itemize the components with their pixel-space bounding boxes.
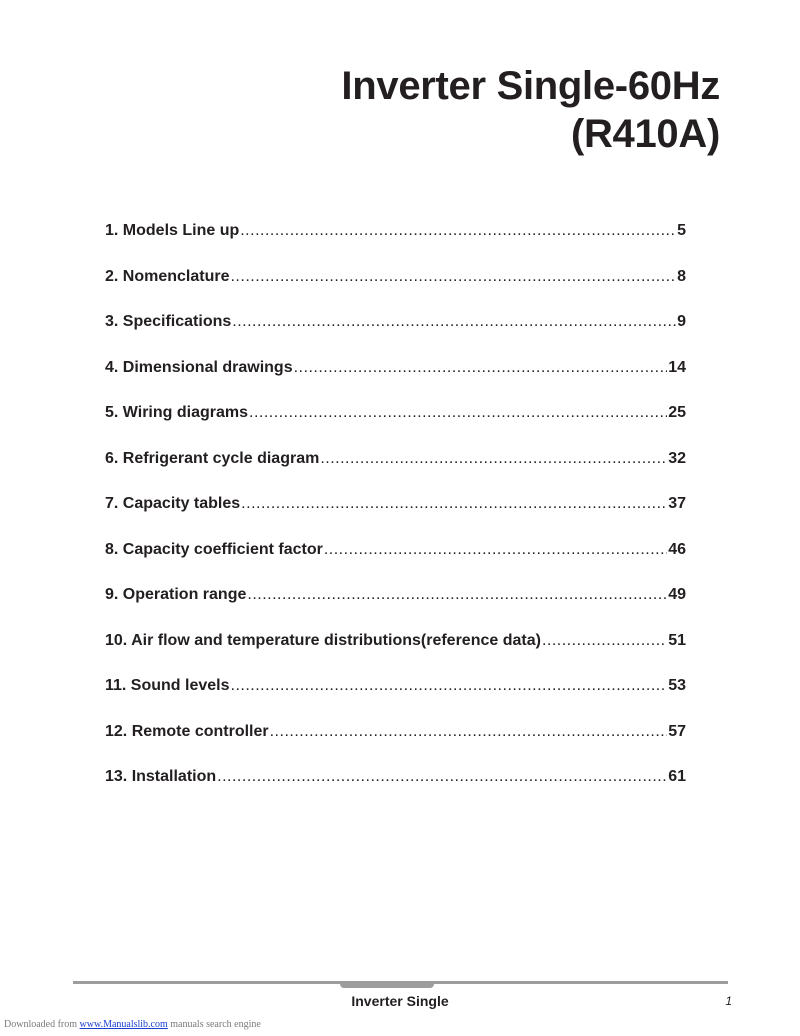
toc-entry-label: 9. Operation range bbox=[105, 586, 247, 603]
download-note bbox=[4, 1019, 261, 1030]
toc-entry-nomenclature[interactable] bbox=[105, 268, 686, 314]
toc-entry-remote-controller[interactable] bbox=[105, 723, 686, 769]
toc-entry-sound-levels[interactable] bbox=[105, 677, 686, 723]
toc-entry-label: 1. Models Line up bbox=[105, 222, 240, 239]
toc-entry-label: 3. Specifications bbox=[105, 313, 232, 330]
title-line-1: Inverter Single-60Hz bbox=[341, 64, 720, 108]
toc-dot-leader bbox=[232, 313, 676, 331]
toc-dot-leader bbox=[542, 632, 667, 650]
toc-entry-page: 53 bbox=[668, 677, 686, 694]
toc-entry-capacity-tables[interactable] bbox=[105, 495, 686, 541]
toc-entry-page: 49 bbox=[668, 586, 686, 603]
toc-dot-leader bbox=[241, 495, 667, 513]
toc-dot-leader bbox=[230, 268, 676, 286]
toc-dot-leader bbox=[247, 586, 667, 604]
toc-entry-specifications[interactable] bbox=[105, 313, 686, 359]
toc-entry-label: 10. Air flow and temperature distributions(reference data) bbox=[105, 631, 541, 649]
toc-entry-page: 5 bbox=[677, 222, 686, 239]
toc-dot-leader bbox=[231, 677, 668, 695]
toc-entry-label: 2. Nomenclature bbox=[105, 267, 230, 285]
toc-entry-air-flow[interactable] bbox=[105, 632, 686, 678]
toc-dot-leader bbox=[217, 768, 667, 786]
toc-dot-leader bbox=[324, 541, 667, 559]
toc-dot-leader bbox=[320, 450, 667, 468]
toc-entry-label: 7. Capacity tables bbox=[105, 495, 241, 512]
toc-entry-page: 8 bbox=[677, 267, 686, 285]
toc-entry-capacity-coefficient-factor[interactable] bbox=[105, 541, 686, 587]
title-line-2: (R410A) bbox=[570, 112, 720, 156]
toc-entry-page: 32 bbox=[668, 449, 686, 467]
toc-entry-page: 61 bbox=[668, 768, 686, 785]
document-title bbox=[341, 62, 720, 158]
page-number: 1 bbox=[725, 994, 732, 1008]
table-of-contents bbox=[105, 222, 686, 814]
toc-entry-page: 51 bbox=[668, 631, 686, 649]
toc-entry-label: 5. Wiring diagrams bbox=[105, 404, 248, 421]
toc-entry-page: 37 bbox=[668, 495, 686, 512]
toc-entry-label: 6. Refrigerant cycle diagram bbox=[105, 449, 320, 467]
toc-entry-label: 8. Capacity coefficient factor bbox=[105, 540, 323, 558]
toc-entry-models-line-up[interactable] bbox=[105, 222, 686, 268]
toc-entry-page: 25 bbox=[668, 404, 686, 421]
footer-divider-tab bbox=[340, 984, 434, 988]
toc-entry-label: 4. Dimensional drawings bbox=[105, 358, 293, 376]
manualslib-link[interactable]: www.Manualslib.com bbox=[79, 1019, 168, 1030]
toc-dot-leader bbox=[270, 723, 668, 741]
toc-entry-page: 46 bbox=[668, 540, 686, 558]
toc-entry-installation[interactable] bbox=[105, 768, 686, 814]
download-note-prefix: Downloaded from bbox=[4, 1019, 80, 1030]
toc-entry-refrigerant-cycle-diagram[interactable] bbox=[105, 450, 686, 496]
toc-entry-page: 14 bbox=[668, 358, 686, 376]
toc-entry-operation-range[interactable] bbox=[105, 586, 686, 632]
toc-entry-label: 11. Sound levels bbox=[105, 677, 230, 694]
toc-entry-label: 12. Remote controller bbox=[105, 722, 269, 740]
toc-dot-leader bbox=[249, 404, 667, 422]
toc-entry-label: 13. Installation bbox=[105, 768, 217, 785]
toc-dot-leader bbox=[240, 222, 676, 240]
toc-entry-dimensional-drawings[interactable] bbox=[105, 359, 686, 405]
footer-title: Inverter Single bbox=[351, 993, 449, 1009]
toc-entry-page: 57 bbox=[668, 722, 686, 740]
download-note-suffix: manuals search engine bbox=[167, 1019, 261, 1030]
toc-entry-page: 9 bbox=[677, 313, 686, 330]
toc-dot-leader bbox=[294, 359, 668, 377]
toc-entry-wiring-diagrams[interactable] bbox=[105, 404, 686, 450]
